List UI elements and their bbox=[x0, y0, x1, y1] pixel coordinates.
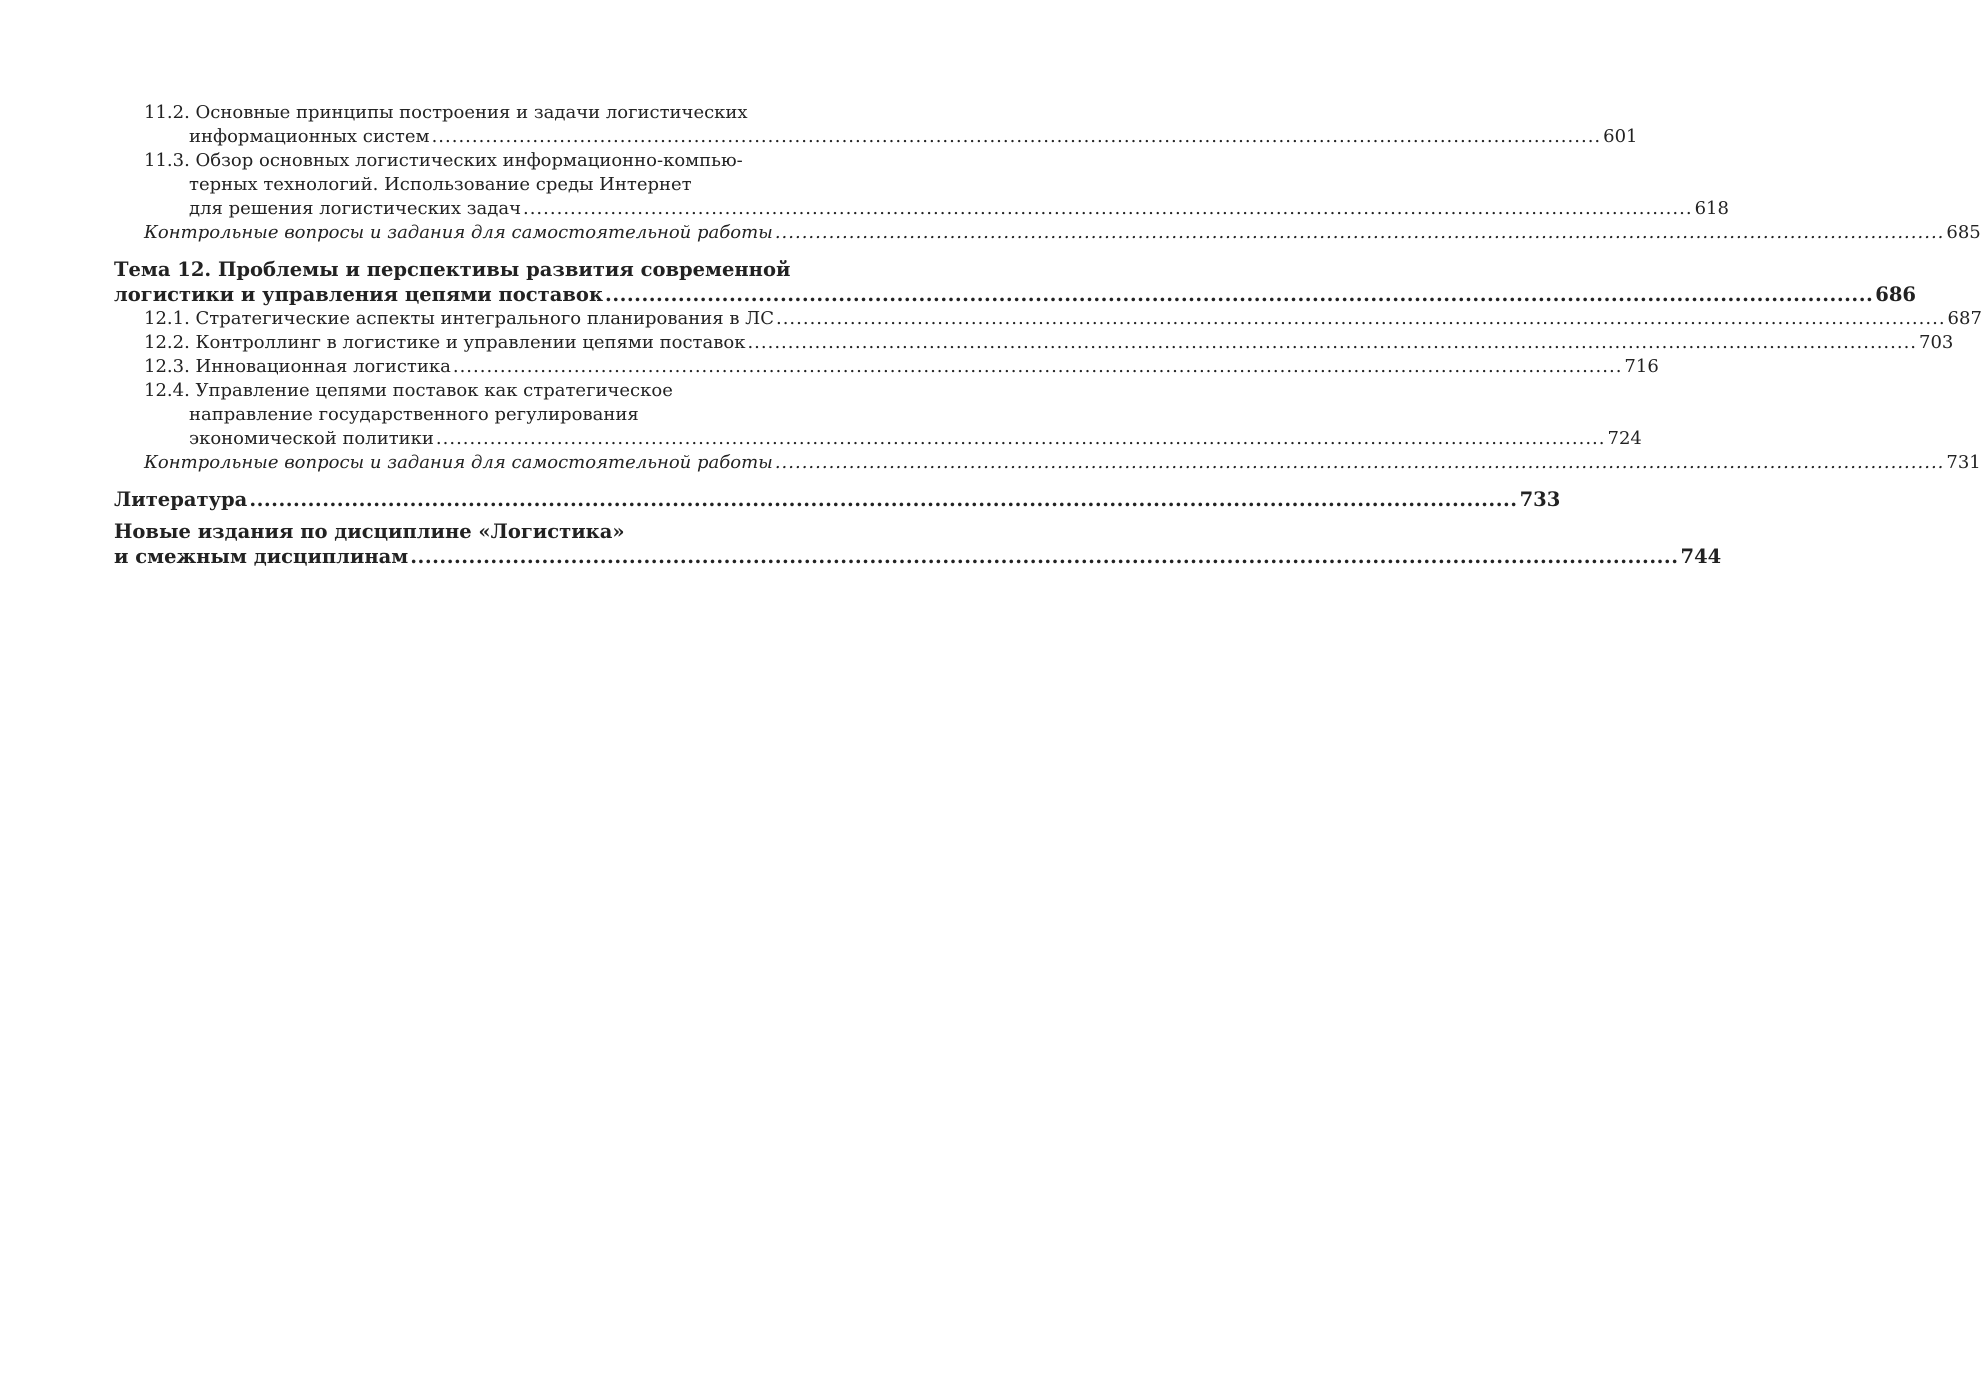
page-number: 724 bbox=[1607, 428, 1642, 449]
entry-title: Контрольные вопросы и задания для самостоятельной работы bbox=[144, 222, 773, 243]
topic-title: Литература bbox=[114, 488, 248, 511]
dot-leader bbox=[774, 307, 1948, 331]
entry-title-cont: для решения логистических задач bbox=[189, 198, 521, 219]
dot-leader bbox=[521, 197, 1695, 221]
entry-title-cont: направление государственного регулирования bbox=[189, 404, 639, 425]
dot-leader bbox=[745, 331, 1919, 355]
page-number: 733 bbox=[1519, 488, 1561, 511]
toc-entry-11-3 bbox=[114, 149, 1729, 221]
entry-title-cont: терных технологий. Использование среды Интернет bbox=[189, 174, 692, 195]
toc-entry-questions-12 bbox=[114, 451, 1981, 475]
topic-title: Тема 12. Проблемы и перспективы развития современной bbox=[114, 258, 791, 281]
dot-leader bbox=[430, 125, 1604, 149]
entry-leader-line bbox=[144, 307, 1982, 331]
entry-leader-line bbox=[114, 487, 1561, 512]
page-number: 685 bbox=[1946, 222, 1981, 243]
toc-entry-12-3 bbox=[114, 355, 1659, 379]
entry-title-cont: экономической политики bbox=[189, 428, 434, 449]
dot-leader bbox=[451, 355, 1625, 379]
toc-literature bbox=[114, 487, 1561, 512]
entry-leader-line bbox=[144, 197, 1729, 221]
dot-leader bbox=[408, 544, 1680, 569]
entry-title: Контрольные вопросы и задания для самостоятельной работы bbox=[144, 452, 773, 473]
entry-leader-line bbox=[144, 331, 1954, 355]
entry-title: 12.2. Контроллинг в логистике и управлении цепями поставок bbox=[144, 332, 746, 353]
page-number: 687 bbox=[1947, 308, 1982, 329]
page-number: 703 bbox=[1919, 332, 1954, 353]
page-number: 686 bbox=[1875, 283, 1917, 306]
entry-leader-line bbox=[114, 544, 1722, 569]
toc-entry-11-2 bbox=[114, 101, 1638, 149]
page-number: 601 bbox=[1603, 126, 1638, 147]
toc-new-editions bbox=[114, 519, 1722, 569]
entry-title: 12.4. Управление цепями поставок как стратегическое bbox=[144, 380, 673, 401]
entry-title-cont: информационных систем bbox=[189, 126, 430, 147]
dot-leader bbox=[773, 451, 1947, 475]
entry-leader-line bbox=[144, 355, 1659, 379]
toc-topic-12 bbox=[114, 257, 1917, 307]
toc-entry-questions-11 bbox=[114, 221, 1981, 245]
toc-entry-12-1 bbox=[114, 307, 1982, 331]
page-number: 744 bbox=[1680, 545, 1722, 568]
entry-leader-line bbox=[144, 451, 1981, 475]
toc-entry-12-2 bbox=[114, 331, 1954, 355]
entry-leader-line bbox=[144, 221, 1981, 245]
page-number: 618 bbox=[1694, 198, 1729, 219]
toc-entry-12-4 bbox=[114, 379, 1642, 451]
topic-title: Новые издания по дисциплине «Логистика» bbox=[114, 520, 625, 543]
dot-leader bbox=[773, 221, 1947, 245]
topic-title-cont: и смежным дисциплинам bbox=[114, 545, 409, 568]
entry-title: 11.2. Основные принципы построения и задачи логистических bbox=[144, 102, 748, 123]
entry-title: 12.3. Инновационная логистика bbox=[144, 356, 451, 377]
entry-title: 12.1. Стратегические аспекты интегрального планирования в ЛС bbox=[144, 308, 774, 329]
entry-leader-line bbox=[114, 282, 1917, 307]
entry-title: 11.3. Обзор основных логистических информационно-компью- bbox=[144, 150, 743, 171]
page-number: 716 bbox=[1624, 356, 1659, 377]
page-number: 731 bbox=[1946, 452, 1981, 473]
dot-leader bbox=[434, 427, 1608, 451]
table-of-contents bbox=[114, 101, 1982, 569]
dot-leader bbox=[247, 487, 1519, 512]
entry-leader-line bbox=[144, 125, 1638, 149]
topic-title-cont: логистики и управления цепями поставок bbox=[114, 283, 604, 306]
dot-leader bbox=[603, 282, 1875, 307]
entry-leader-line bbox=[144, 427, 1642, 451]
